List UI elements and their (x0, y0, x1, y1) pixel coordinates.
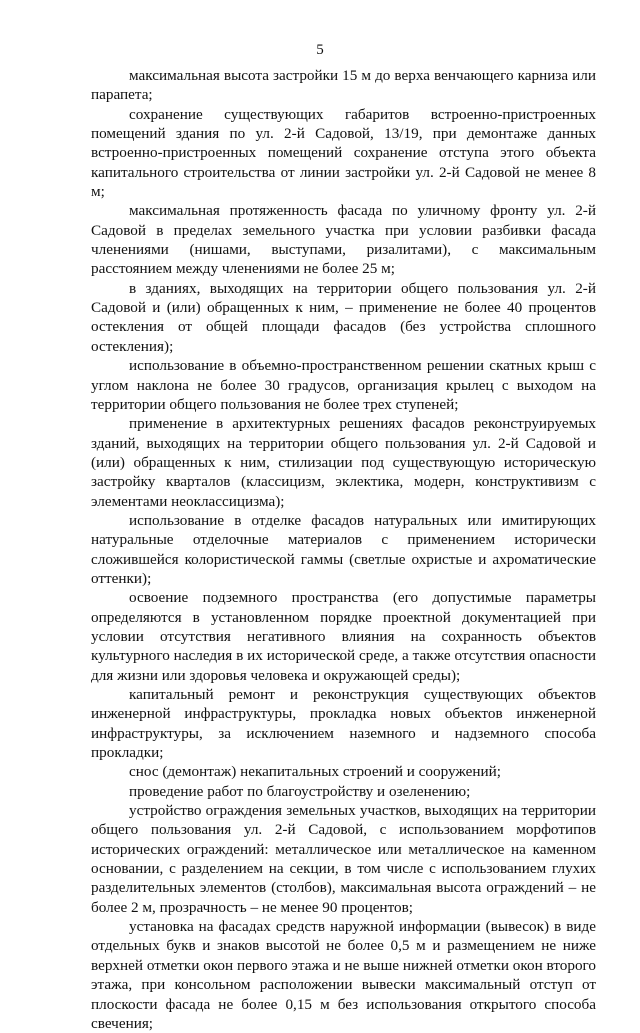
paragraph-signage: установка на фасадах средств наружной информации (вывесок) в виде отдельных букв и знаков высотой не более 0,5 м и размещением не ниже верхней отметки окон первого этажа и не выше нижней отметки окон второго этажа, при консольном расположении вывески максимальный отступ от плоскости фасада не более 0,15 м без использования открытого способа свечения; (91, 918, 596, 1032)
paragraph-demolition: снос (демонтаж) некапитальных строений и сооружений; (129, 763, 502, 781)
paragraph-roof-slope: использование в объемно-пространственном решении скатных крыш с углом наклона не более 30 градусов, организация крылец с выходом на территории общего пользования не более трех ступеней; (91, 357, 596, 413)
paragraph-building-height: максимальная высота застройки 15 м до верха венчающего карниза или парапета; (91, 67, 596, 104)
paragraph-fencing: устройство ограждения земельных участков, выходящих на территории общего пользования ул. 2-й Садовой, с использованием морфотипов исторических ограждений: металлическое или металлическое на каменном основании, с разделением на секции, в том числе с использованием глухих разделительных элементов (столбов), максимальная высота ограждений – не более 2 м, прозрачность – не менее 90 процентов; (91, 802, 596, 916)
paragraph-landscaping: проведение работ по благоустройству и озеленению; (129, 782, 471, 800)
document-body (91, 66, 596, 1033)
paragraph-glazing-limit: в зданиях, выходящих на территории общего пользования ул. 2-й Садовой и (или) обращенных к ним, – применение не более 40 процентов остекления от общей площади фасадов (без устройства сплошного остекления); (91, 279, 596, 355)
page-number: 5 (316, 42, 324, 58)
paragraph-facade-stylization: применение в архитектурных решениях фасадов реконструируемых зданий, выходящих на территории общего пользования ул. 2-й Садовой и (или) обращенных к ним, стилизации под существующую историческую застройку кварталов (классицизм, эклектика, модерн, конструктивизм с элементами неоклассицизма); (91, 415, 596, 510)
paragraph-underground-space: освоение подземного пространства (его допустимые параметры определяются в установленном порядке проектной документацией при условии отсутствия негативного влияния на сохранность объектов культурного наследия в их исторической среде, а также отсутствия опасности для жизни или здоровья человека и окружающей среды); (91, 589, 596, 684)
paragraph-infrastructure-repair: капитальный ремонт и реконструкция существующих объектов инженерной инфраструктуры, прокладка новых объектов инженерной инфраструктуры, за исключением наземного и надземного способа прокладки; (91, 686, 596, 762)
paragraph-facade-materials: использование в отделке фасадов натуральных или имитирующих натуральные отделочные материалов с применением исторически сложившейся колористической гаммы (светлые охристые и ахроматические оттенки); (91, 511, 596, 587)
paragraph-premises-dimensions: сохранение существующих габаритов встроенно-пристроенных помещений здания по ул. 2-й Садовой, 13/19, при демонтаже данных встроенно-пристроенных помещений сохранение отступа этого объекта капитального строительства от линии застройки ул. 2-й Садовой не менее 8 м; (91, 105, 596, 201)
paragraph-facade-length: максимальная протяженность фасада по уличному фронту ул. 2-й Садовой в пределах земельного участка при условии разбивки фасада членениями (нишами, выступами, ризалитами), с максимальным расстоянием между членениями не более 25 м; (91, 202, 596, 278)
